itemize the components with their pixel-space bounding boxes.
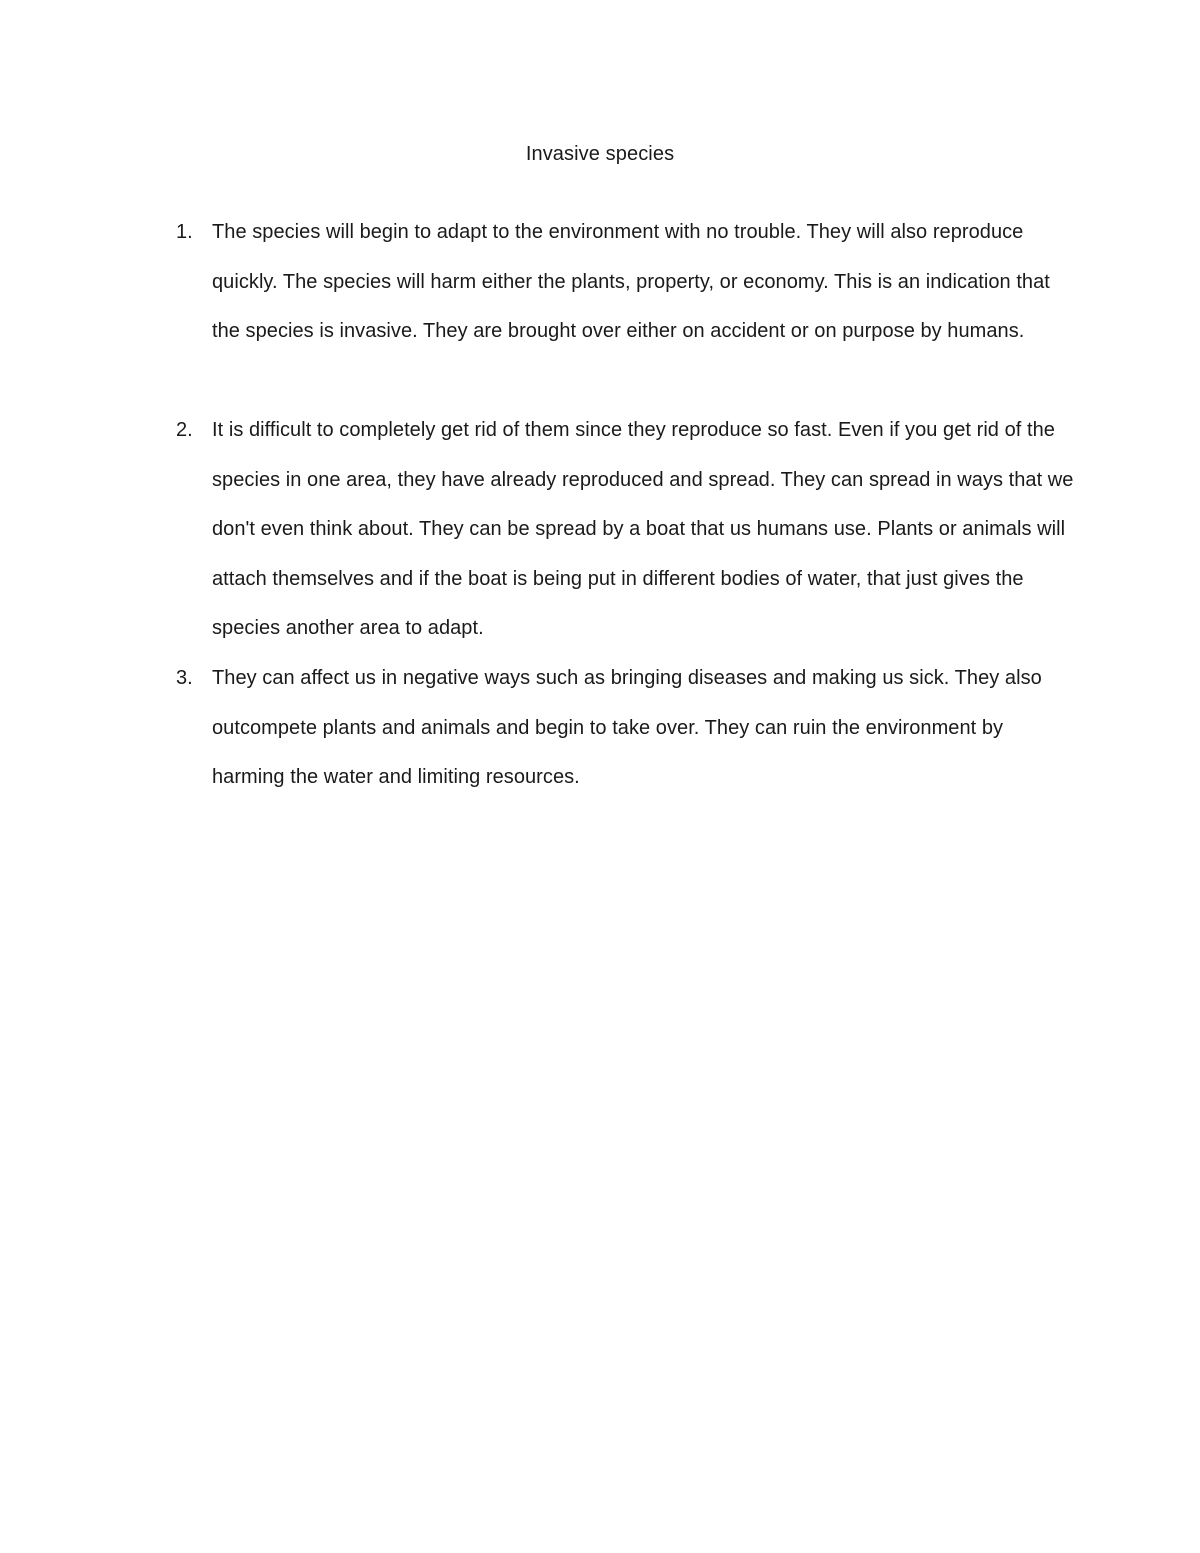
list-item-text: It is difficult to completely get rid of them since they reproduce so fast. Even if you get rid of the species in one area, they have already reproduced and spread. They can spread in ways that we don't even think about. They can be spread by a boat that us humans use. Plants or animals will attach themselves and if the boat is being put in different bodies of water, that just gives the species another area to adapt. [212, 419, 1074, 640]
list-item-text: They can affect us in negative ways such as bringing diseases and making us sick. They also outcompete plants and animals and begin to take over. They can ruin the environment by harming the water and limiting resources. [212, 667, 1042, 789]
list-item-number: 3. [176, 667, 193, 689]
list-item-number: 1. [176, 221, 193, 243]
list-item-number: 2. [176, 419, 193, 441]
document-title: Invasive species [525, 143, 675, 165]
list-item-text: The species will begin to adapt to the environment with no trouble. They will also reproduce quickly. The species will harm either the plants, property, or economy. This is an indication that the species is invasive. They are brought over either on accident or on purpose by humans. [212, 221, 1050, 343]
